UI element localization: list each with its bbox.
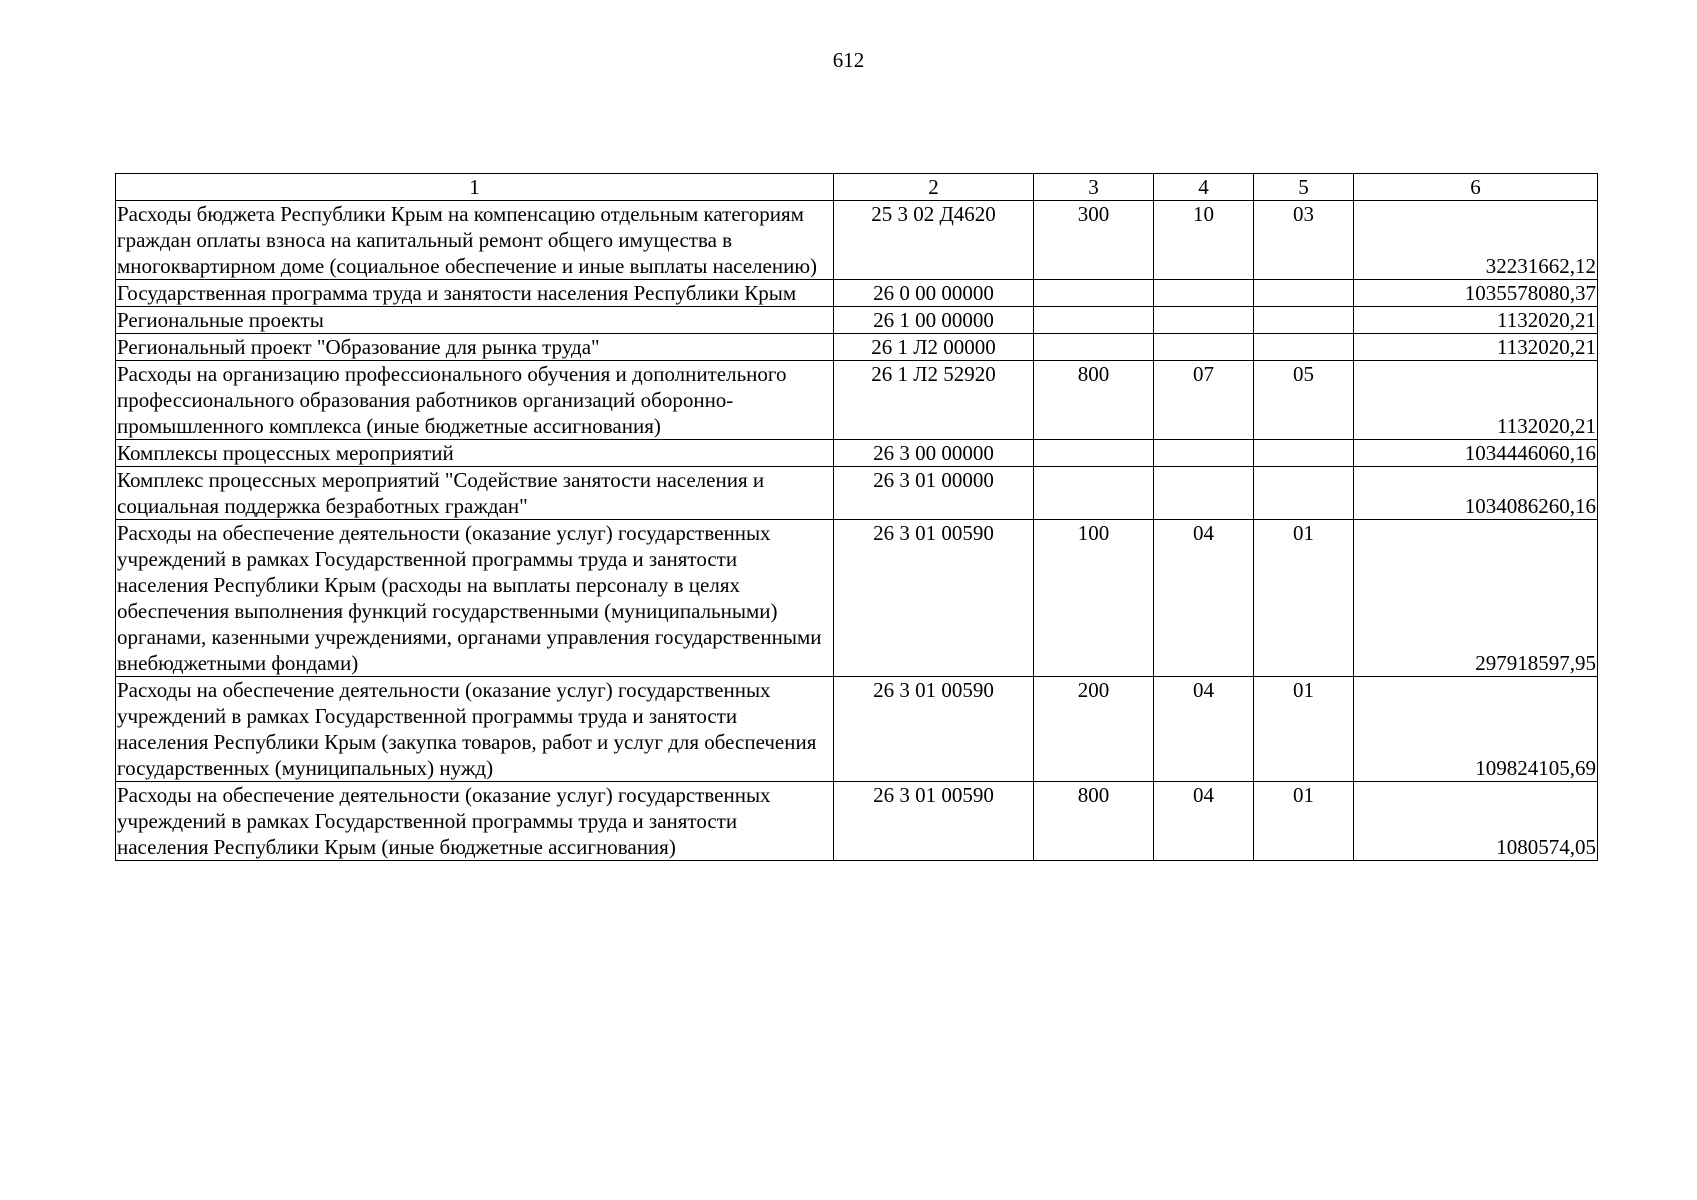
row-amount: 1080574,05 — [1354, 782, 1598, 861]
row-subsection — [1254, 334, 1354, 361]
row-subsection: 01 — [1254, 677, 1354, 782]
table-header-row — [116, 174, 1598, 201]
row-amount: 1132020,21 — [1354, 334, 1598, 361]
row-expense-type: 800 — [1034, 361, 1154, 440]
row-code: 26 1 Л2 00000 — [834, 334, 1034, 361]
table-row — [116, 467, 1598, 520]
row-expense-type: 200 — [1034, 677, 1154, 782]
row-section — [1154, 307, 1254, 334]
row-code: 26 3 00 00000 — [834, 440, 1034, 467]
row-section — [1154, 334, 1254, 361]
row-expense-type — [1034, 280, 1154, 307]
row-section: 04 — [1154, 677, 1254, 782]
row-amount: 32231662,12 — [1354, 201, 1598, 280]
row-amount: 1132020,21 — [1354, 307, 1598, 334]
row-amount: 1132020,21 — [1354, 361, 1598, 440]
row-subsection — [1254, 307, 1354, 334]
table-row — [116, 361, 1598, 440]
row-expense-type: 100 — [1034, 520, 1154, 677]
table-row — [116, 307, 1598, 334]
table-row — [116, 201, 1598, 280]
row-name: Расходы бюджета Республики Крым на компенсацию отдельным категориям граждан оплаты взноса на капитальный ремонт общего имущества в многоквартирном доме (социальное обеспечение и иные выплаты населению) — [116, 201, 834, 280]
row-code: 26 0 00 00000 — [834, 280, 1034, 307]
table-row — [116, 520, 1598, 677]
row-subsection — [1254, 467, 1354, 520]
row-subsection: 01 — [1254, 782, 1354, 861]
row-subsection — [1254, 440, 1354, 467]
table-row — [116, 440, 1598, 467]
row-name: Расходы на обеспечение деятельности (оказание услуг) государственных учреждений в рамках Государственной программы труда и занятости населения Республики Крым (расходы на выплаты персоналу в целях обеспечения выполнения функций государственными (муниципальными) органами, казенными учреждениями, органами управления государственными внебюджетными фондами) — [116, 520, 834, 677]
row-amount: 109824105,69 — [1354, 677, 1598, 782]
row-section: 10 — [1154, 201, 1254, 280]
row-name: Региональный проект "Образование для рынка труда" — [116, 334, 834, 361]
row-section — [1154, 440, 1254, 467]
column-header-subsection: 5 — [1254, 174, 1354, 201]
row-subsection: 01 — [1254, 520, 1354, 677]
row-amount: 1034086260,16 — [1354, 467, 1598, 520]
table-row — [116, 782, 1598, 861]
table-row — [116, 677, 1598, 782]
row-name: Расходы на организацию профессионального обучения и дополнительного профессионального образования работников организаций оборонно-промышленного комплекса (иные бюджетные ассигнования) — [116, 361, 834, 440]
page-number: 612 — [832, 48, 865, 72]
column-header-section: 4 — [1154, 174, 1254, 201]
row-expense-type — [1034, 307, 1154, 334]
row-code: 26 1 00 00000 — [834, 307, 1034, 334]
row-expense-type: 300 — [1034, 201, 1154, 280]
column-header-expense-type: 3 — [1034, 174, 1154, 201]
row-expense-type: 800 — [1034, 782, 1154, 861]
column-header-name: 1 — [116, 174, 834, 201]
row-section — [1154, 280, 1254, 307]
row-code: 26 3 01 00590 — [834, 520, 1034, 677]
row-code: 26 3 01 00000 — [834, 467, 1034, 520]
column-header-amount: 6 — [1354, 174, 1598, 201]
row-name: Комплекс процессных мероприятий "Содействие занятости населения и социальная поддержка безработных граждан" — [116, 467, 834, 520]
row-code: 26 3 01 00590 — [834, 782, 1034, 861]
row-name: Расходы на обеспечение деятельности (оказание услуг) государственных учреждений в рамках Государственной программы труда и занятости населения Республики Крым (закупка товаров, работ и услуг для обеспечения государственных (муниципальных) нужд) — [116, 677, 834, 782]
row-amount: 1035578080,37 — [1354, 280, 1598, 307]
row-code: 26 3 01 00590 — [834, 677, 1034, 782]
row-subsection — [1254, 280, 1354, 307]
row-name: Региональные проекты — [116, 307, 834, 334]
row-subsection: 05 — [1254, 361, 1354, 440]
row-section: 04 — [1154, 520, 1254, 677]
row-section: 07 — [1154, 361, 1254, 440]
row-amount: 297918597,95 — [1354, 520, 1598, 677]
row-section — [1154, 467, 1254, 520]
row-name: Государственная программа труда и занятости населения Республики Крым — [116, 280, 834, 307]
table-row — [116, 280, 1598, 307]
table-row — [116, 334, 1598, 361]
row-expense-type — [1034, 440, 1154, 467]
row-section: 04 — [1154, 782, 1254, 861]
row-code: 26 1 Л2 52920 — [834, 361, 1034, 440]
row-expense-type — [1034, 334, 1154, 361]
column-header-code: 2 — [834, 174, 1034, 201]
row-amount: 1034446060,16 — [1354, 440, 1598, 467]
row-name: Расходы на обеспечение деятельности (оказание услуг) государственных учреждений в рамках Государственной программы труда и занятости населения Республики Крым (иные бюджетные ассигнования) — [116, 782, 834, 861]
row-name: Комплексы процессных мероприятий — [116, 440, 834, 467]
row-expense-type — [1034, 467, 1154, 520]
row-subsection: 03 — [1254, 201, 1354, 280]
budget-table — [115, 173, 1598, 861]
row-code: 25 3 02 Д4620 — [834, 201, 1034, 280]
